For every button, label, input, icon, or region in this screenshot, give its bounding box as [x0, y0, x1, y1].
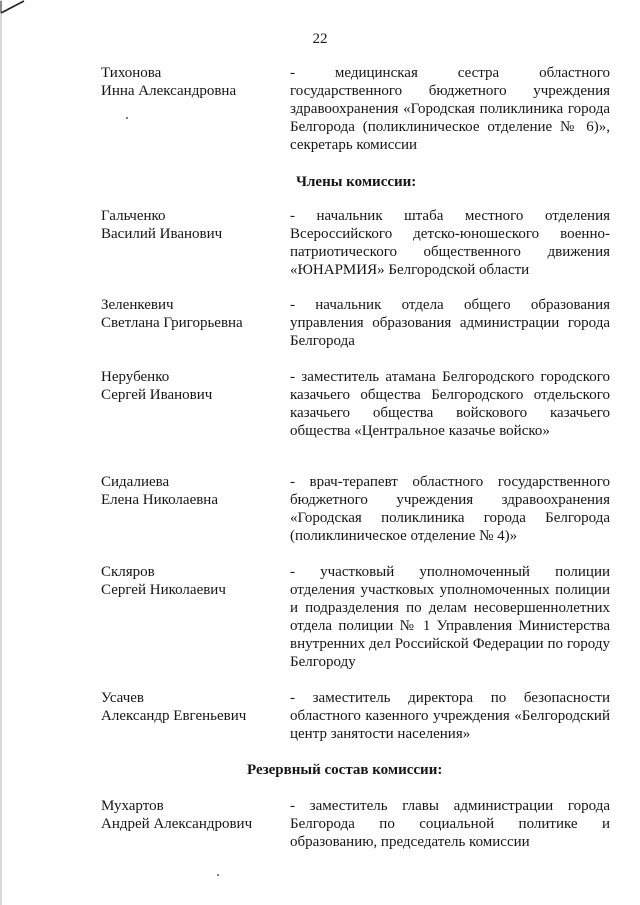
person-name — [101, 797, 281, 833]
person-role: - заместитель атамана Белгородского городского казачьего общества Белгородского отдельского казачьего общества войскового казачьего общества «Центральное казачье войско» — [290, 369, 610, 439]
members-heading: Члены комиссии: — [296, 174, 417, 190]
person-name — [101, 207, 281, 243]
person-name — [101, 64, 281, 100]
person-surname: Усачев — [101, 690, 145, 706]
person-surname: Тихонова — [101, 65, 162, 81]
scan-speck — [126, 117, 128, 119]
reserve-heading: Резервный состав комиссии: — [247, 762, 443, 778]
person-surname: Нерубенко — [101, 369, 170, 385]
person-name — [101, 563, 281, 599]
person-name — [101, 689, 281, 725]
person-given-names: Сергей Иванович — [101, 387, 213, 403]
person-role: - врач-терапевт областного государственного бюджетного учреждения здравоохранения «Городская поликлиника города Белгорода (поликлиническое отделение № 4)» — [290, 474, 610, 544]
person-given-names: Андрей Александрович — [101, 816, 253, 832]
scan-speck — [217, 874, 219, 876]
person-role: - заместитель директора по безопасности областного казенного учреждения «Белгородский центр занятости населения» — [290, 690, 610, 742]
person-surname: Зеленкевич — [101, 297, 174, 313]
scan-edge-line — [0, 0, 2, 905]
person-surname: Гальченко — [101, 208, 166, 224]
person-surname: Сидалиева — [101, 474, 170, 490]
person-role: - медицинская сестра областного государственного бюджетного учреждения здравоохранения «Городская поликлиника города Белгорода (поликлиническое отделение № 6)», секретарь комиссии — [290, 65, 610, 153]
person-name — [101, 368, 281, 404]
person-role: - участковый уполномоченный полиции отделения участковых уполномоченных полиции и подразделения по делам несовершеннолетних отдела полиции № 1 Управления Министерства внутренних дел Российской Федерации по городу Белгороду — [290, 564, 610, 670]
person-surname: Скляров — [101, 564, 155, 580]
person-given-names: Светлана Григорьевна — [101, 315, 243, 331]
person-name — [101, 296, 281, 332]
person-given-names: Инна Александровна — [101, 83, 237, 99]
person-role: - заместитель главы администрации города Белгорода по социальной политике и образованию, председатель комиссии — [290, 798, 610, 850]
person-given-names: Елена Николаевна — [101, 492, 218, 508]
person-given-names: Сергей Николаевич — [101, 582, 226, 598]
scan-corner-mark — [0, 0, 26, 14]
person-surname: Мухартов — [101, 798, 164, 814]
person-given-names: Василий Иванович — [101, 226, 223, 242]
person-role: - начальник штаба местного отделения Всероссийского детско-юношеского военно-патриотического общественного движения «ЮНАРМИЯ» Белгородской области — [290, 208, 610, 278]
person-given-names: Александр Евгеньевич — [101, 708, 247, 724]
person-name — [101, 473, 281, 509]
person-role: - начальник отдела общего образования управления образования администрации города Белгорода — [290, 297, 610, 349]
page-number: 22 — [312, 31, 328, 47]
